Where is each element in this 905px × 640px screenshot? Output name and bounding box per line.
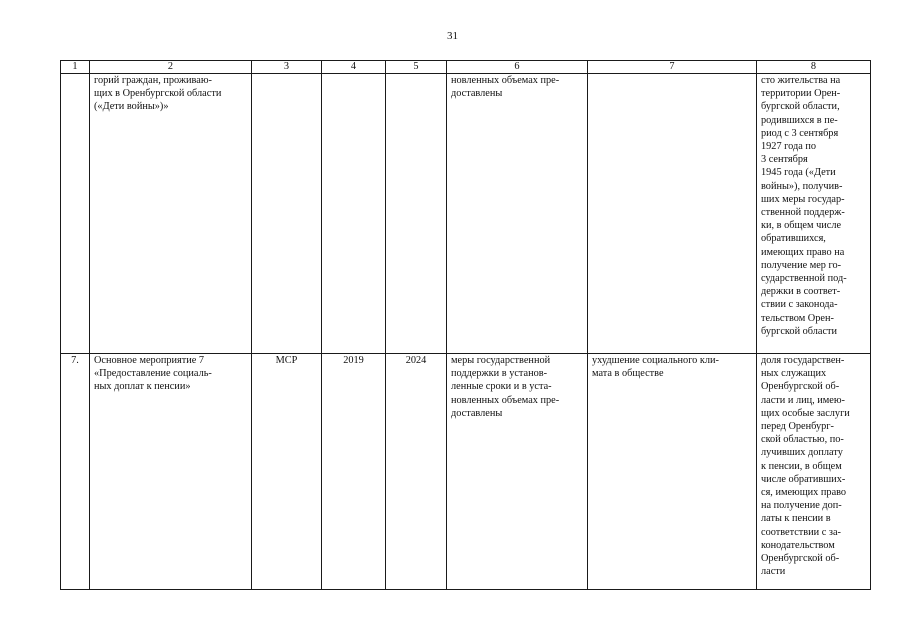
expected-result-cell: меры государственной поддержки в установ- ленные сроки и в уста- новленных объемах пре- доставлены <box>447 354 588 590</box>
consequences-cell <box>588 74 757 354</box>
column-header: 2 <box>90 61 252 74</box>
column-header: 7 <box>588 61 757 74</box>
start-year-cell <box>322 74 386 354</box>
measure-name-cell: горий граждан, проживаю- щих в Оренбургской области («Дети войны»)» <box>90 74 252 354</box>
column-header: 4 <box>322 61 386 74</box>
row-number-cell: 7. <box>61 354 90 590</box>
column-header: 8 <box>757 61 871 74</box>
expected-result-cell: новленных объемах пре- доставлены <box>447 74 588 354</box>
executor-cell <box>252 74 322 354</box>
page-number: 31 <box>447 30 458 42</box>
indicator-cell: доля государствен- ных служащих Оренбургской об- ласти и лиц, имею- щих особые заслуги перед Оренбург- ской областью, по- лучивших доплату к пенсии, в общем числе обративших- ся, имеющих право на получение доп- латы к пенсии в соответствии с за- конодательством Оренбургской об- ласти <box>757 354 871 590</box>
executor-cell: МСР <box>252 354 322 590</box>
column-header: 3 <box>252 61 322 74</box>
column-header: 6 <box>447 61 588 74</box>
end-year-cell <box>386 74 447 354</box>
table-row <box>61 354 871 590</box>
column-header: 5 <box>386 61 447 74</box>
measure-name-cell: Основное мероприятие 7 «Предоставление социаль- ных доплат к пенсии» <box>90 354 252 590</box>
column-header: 1 <box>61 61 90 74</box>
end-year-cell: 2024 <box>386 354 447 590</box>
indicator-cell: сто жительства на территории Орен- бургской области, родившихся в пе- риод с 3 сентября 1927 года по 3 сентября 1945 года («Дети войны»), получив- ших меры государ- ственной поддерж- ки, в общем числе обратившихся, имеющих право на получение мер го- сударственной под- держки в соответ- ствии с законода- тельством Орен- бургской области <box>757 74 871 354</box>
table-row <box>61 74 871 354</box>
column-number-row <box>61 61 871 74</box>
program-measures-table <box>60 60 871 590</box>
row-number-cell <box>61 74 90 354</box>
consequences-cell: ухудшение социального кли- мата в обществе <box>588 354 757 590</box>
start-year-cell: 2019 <box>322 354 386 590</box>
